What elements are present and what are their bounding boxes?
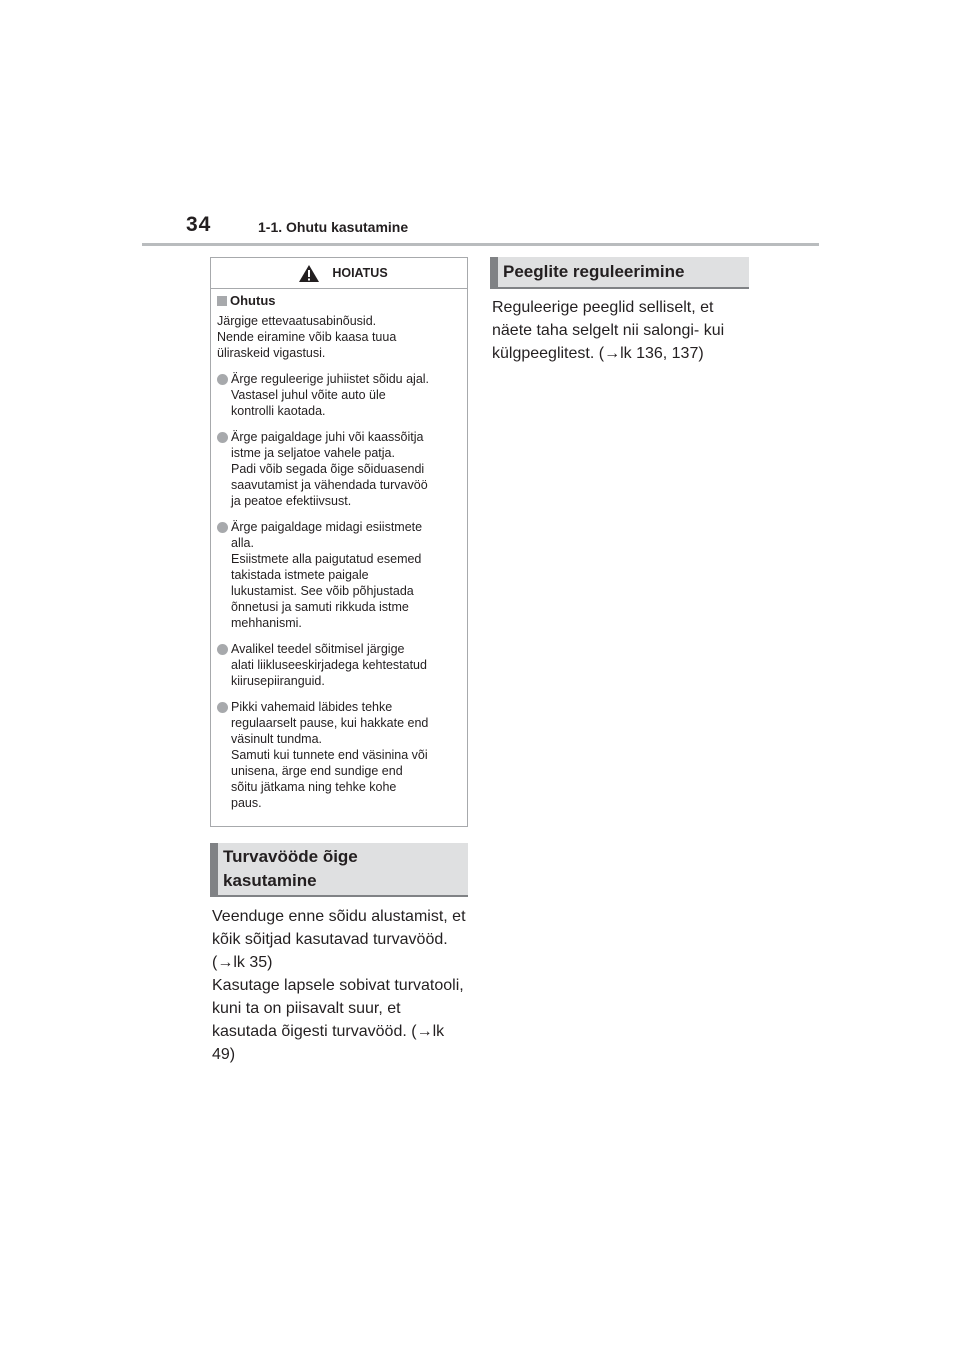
warning-title: HOIATUS <box>332 266 388 280</box>
warning-item <box>217 371 461 419</box>
mirrors-heading-text: Peeglite reguleerimine <box>503 262 685 281</box>
warning-body <box>211 289 467 811</box>
section-title: 1-1. Ohutu kasutamine <box>258 219 409 235</box>
square-bullet-icon <box>217 296 227 306</box>
warning-subheading <box>217 293 461 309</box>
seatbelt-heading <box>210 843 468 897</box>
header-rule <box>142 243 819 246</box>
warning-item-text: Avalikel teedel sõitmisel järgige alati liikluseeskirjadega kehtestatud kiirusepiiranguid. <box>231 642 427 688</box>
warning-item <box>217 519 461 631</box>
circle-bullet-icon <box>217 644 228 655</box>
warning-item <box>217 699 461 811</box>
page-number: 34 <box>186 213 212 236</box>
warning-intro: Järgige ettevaatusabinõusid. Nende eiramine võib kaasa tuua üliraskeid vigastusi. <box>217 314 397 360</box>
warning-triangle-icon <box>298 264 320 283</box>
circle-bullet-icon <box>217 374 228 385</box>
circle-bullet-icon <box>217 432 228 443</box>
mirrors-paragraph: Reguleerige peeglid selliselt, et näete taha selgelt nii salongi- kui külgpeeglitest. (→lk 136, 137) <box>492 299 725 362</box>
warning-item <box>217 429 461 509</box>
seatbelt-heading-text: Turvavööde õige kasutamine <box>223 847 358 890</box>
warning-item <box>217 641 461 689</box>
warning-item-text: Ärge paigaldage juhi või kaassõitja istme ja seljatoe vahele patja. Padi võib segada õige sõiduasendi saavutamist ja vähendada turvavöö ja peatoe efektiivsust. <box>231 430 428 508</box>
warning-item-text: Ärge paigaldage midagi esiistmete alla. Esiistmete alla paigutatud esemed takistada istmete paigale lukustamist. See võib põhjustada õnnetusi ja samuti rikkuda istme mehhanismi. <box>231 520 423 630</box>
warning-box <box>210 257 468 827</box>
mirrors-heading <box>490 257 749 289</box>
seatbelt-paragraph: Veenduge enne sõidu alustamist, et kõik sõitjad kasutavad turvavööd. (→lk 35) Kasutage lapsele sobivat turvatooli, kuni ta on piisavalt suur, et kasutada õigesti turvavööd. (→lk 49) <box>212 908 466 1063</box>
warning-header <box>211 258 467 289</box>
warning-item-text: Ärge reguleerige juhiistet sõidu ajal. Vastasel juhul võite auto üle kontrolli kaotada. <box>231 372 430 418</box>
circle-bullet-icon <box>217 702 228 713</box>
warning-item-text: Pikki vahemaid läbides tehke regulaarselt pause, kui hakkate end väsinult tundma. Samuti kui tunnete end väsinina või unisena, ärge end sundige end sõitu jätkama ning tehke kohe paus. <box>231 700 429 810</box>
warning-subheading-text: Ohutus <box>230 293 276 308</box>
circle-bullet-icon <box>217 522 228 533</box>
